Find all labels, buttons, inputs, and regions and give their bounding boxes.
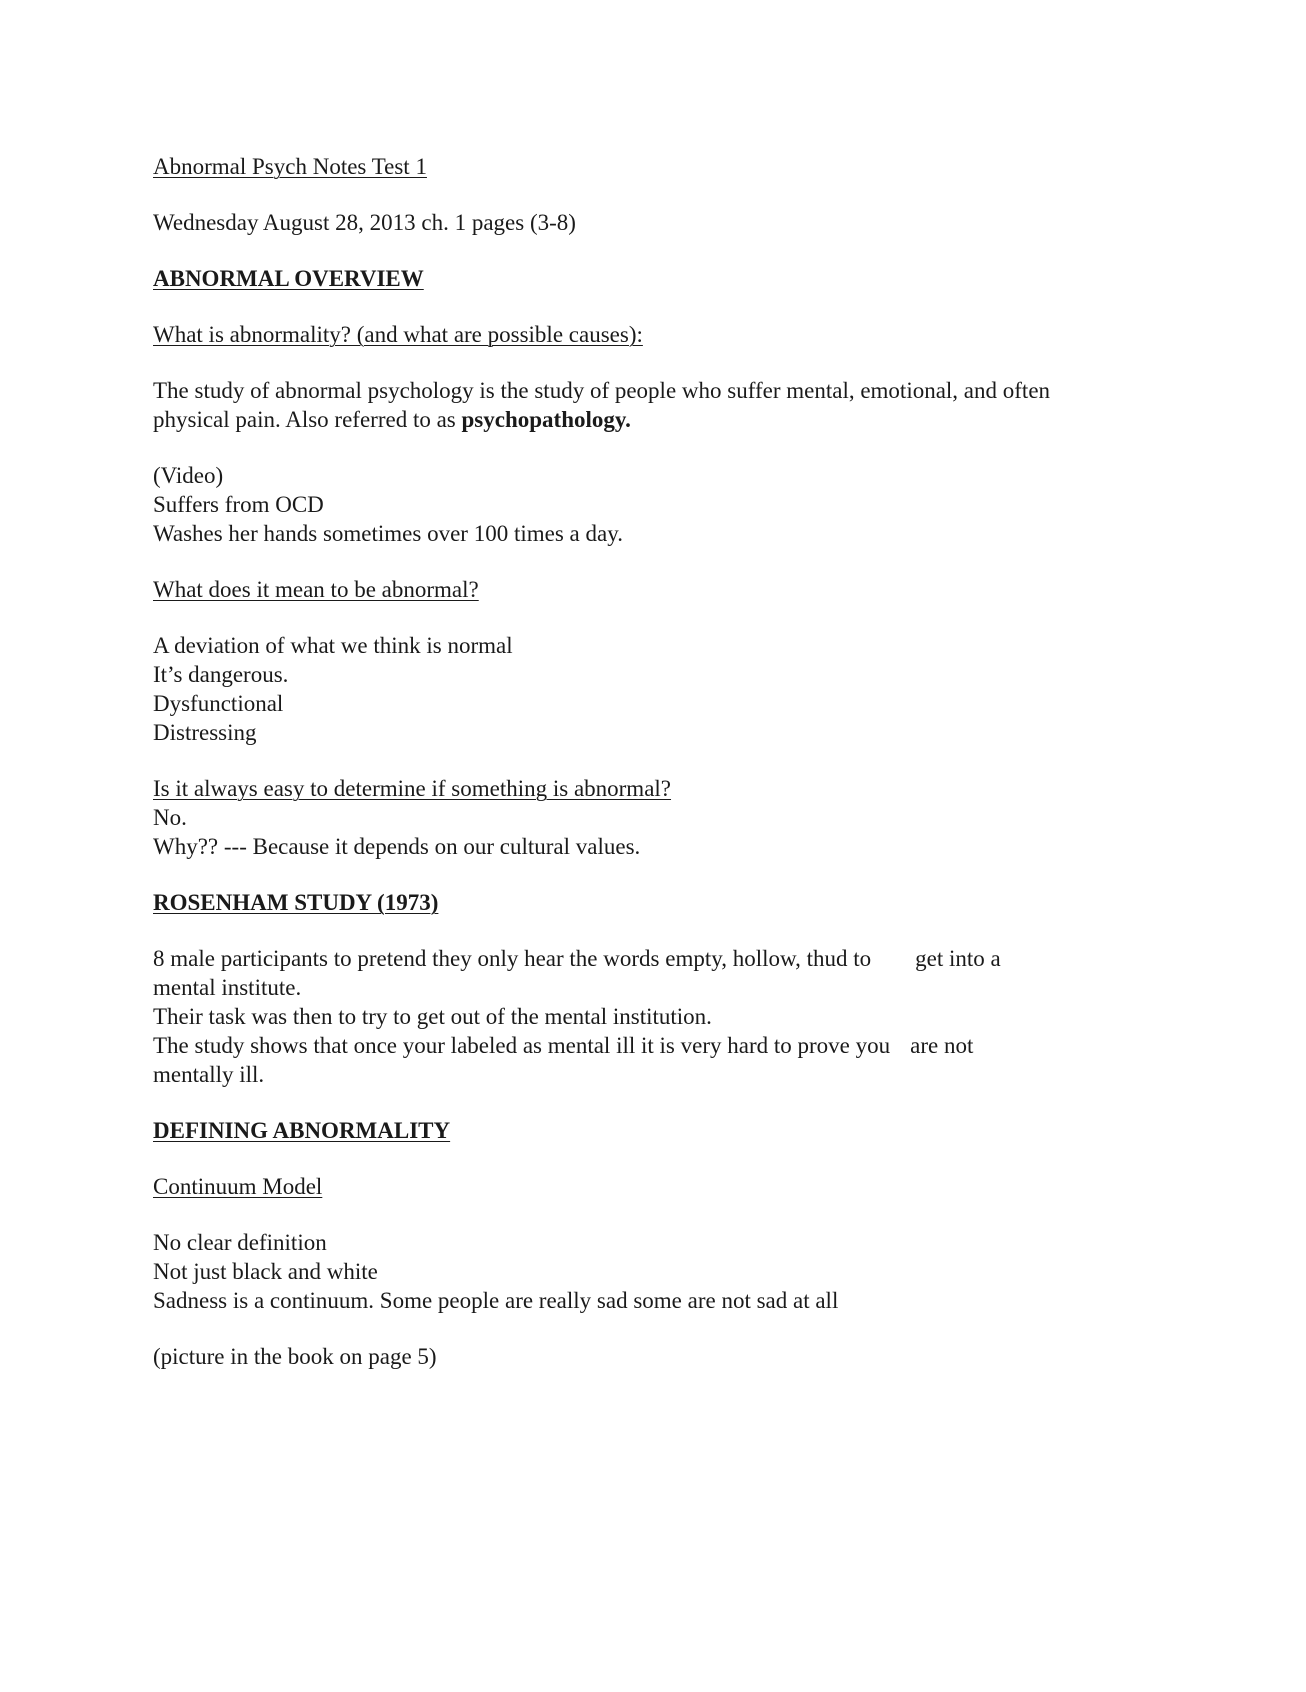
paragraph-text: are not — [910, 1033, 974, 1058]
question-what-is-abnormality: What is abnormality? (and what are possible causes): — [153, 322, 643, 347]
list-item: Distressing — [153, 720, 257, 745]
section-heading-abnormal-overview: ABNORMAL OVERVIEW — [153, 266, 424, 291]
paragraph-line: The study of abnormal psychology is the study of people who suffer mental, emotional, and often — [153, 378, 1051, 403]
list-item: Dysfunctional — [153, 691, 284, 716]
paragraph-text: physical pain. Also referred to as — [153, 407, 462, 432]
list-item: Sadness is a continuum. Some people are really sad some are not sad at all — [153, 1288, 839, 1313]
section-heading-rosenham-study: ROSENHAM STUDY (1973) — [153, 890, 439, 915]
section-heading-defining-abnormality: DEFINING ABNORMALITY — [153, 1118, 451, 1143]
list-item: A deviation of what we think is normal — [153, 633, 513, 658]
paragraph-line — [153, 405, 1153, 434]
subheading-continuum-model: Continuum Model — [153, 1174, 323, 1199]
answer-line: No. — [153, 805, 187, 830]
paragraph-line: mentally ill. — [153, 1062, 265, 1087]
question-is-it-easy: Is it always easy to determine if something is abnormal? — [153, 776, 672, 801]
video-note: Suffers from OCD — [153, 492, 324, 517]
video-note: Washes her hands sometimes over 100 times a day. — [153, 521, 623, 546]
bold-term: psychopathology. — [461, 407, 631, 432]
list-item: No clear definition — [153, 1230, 327, 1255]
list-item: It’s dangerous. — [153, 662, 289, 687]
question-what-does-it-mean: What does it mean to be abnormal? — [153, 577, 479, 602]
paragraph-line — [153, 944, 1153, 973]
paragraph-text: The study shows that once your labeled as mental ill it is very hard to prove you — [153, 1033, 891, 1058]
video-label: (Video) — [153, 463, 224, 488]
date-line: Wednesday August 28, 2013 ch. 1 pages (3-8) — [153, 210, 576, 235]
paragraph-line: Their task was then to try to get out of the mental institution. — [153, 1004, 712, 1029]
answer-line: Why?? --- Because it depends on our cultural values. — [153, 834, 641, 859]
picture-note: (picture in the book on page 5) — [153, 1344, 437, 1369]
paragraph-line — [153, 1031, 1153, 1060]
paragraph-text: get into a — [915, 946, 1001, 971]
paragraph-text: 8 male participants to pretend they only hear the words empty, hollow, thud to — [153, 946, 872, 971]
paragraph-line: mental institute. — [153, 975, 302, 1000]
list-item: Not just black and white — [153, 1259, 378, 1284]
document-page — [153, 152, 1153, 1371]
document-title: Abnormal Psych Notes Test 1 — [153, 154, 427, 179]
